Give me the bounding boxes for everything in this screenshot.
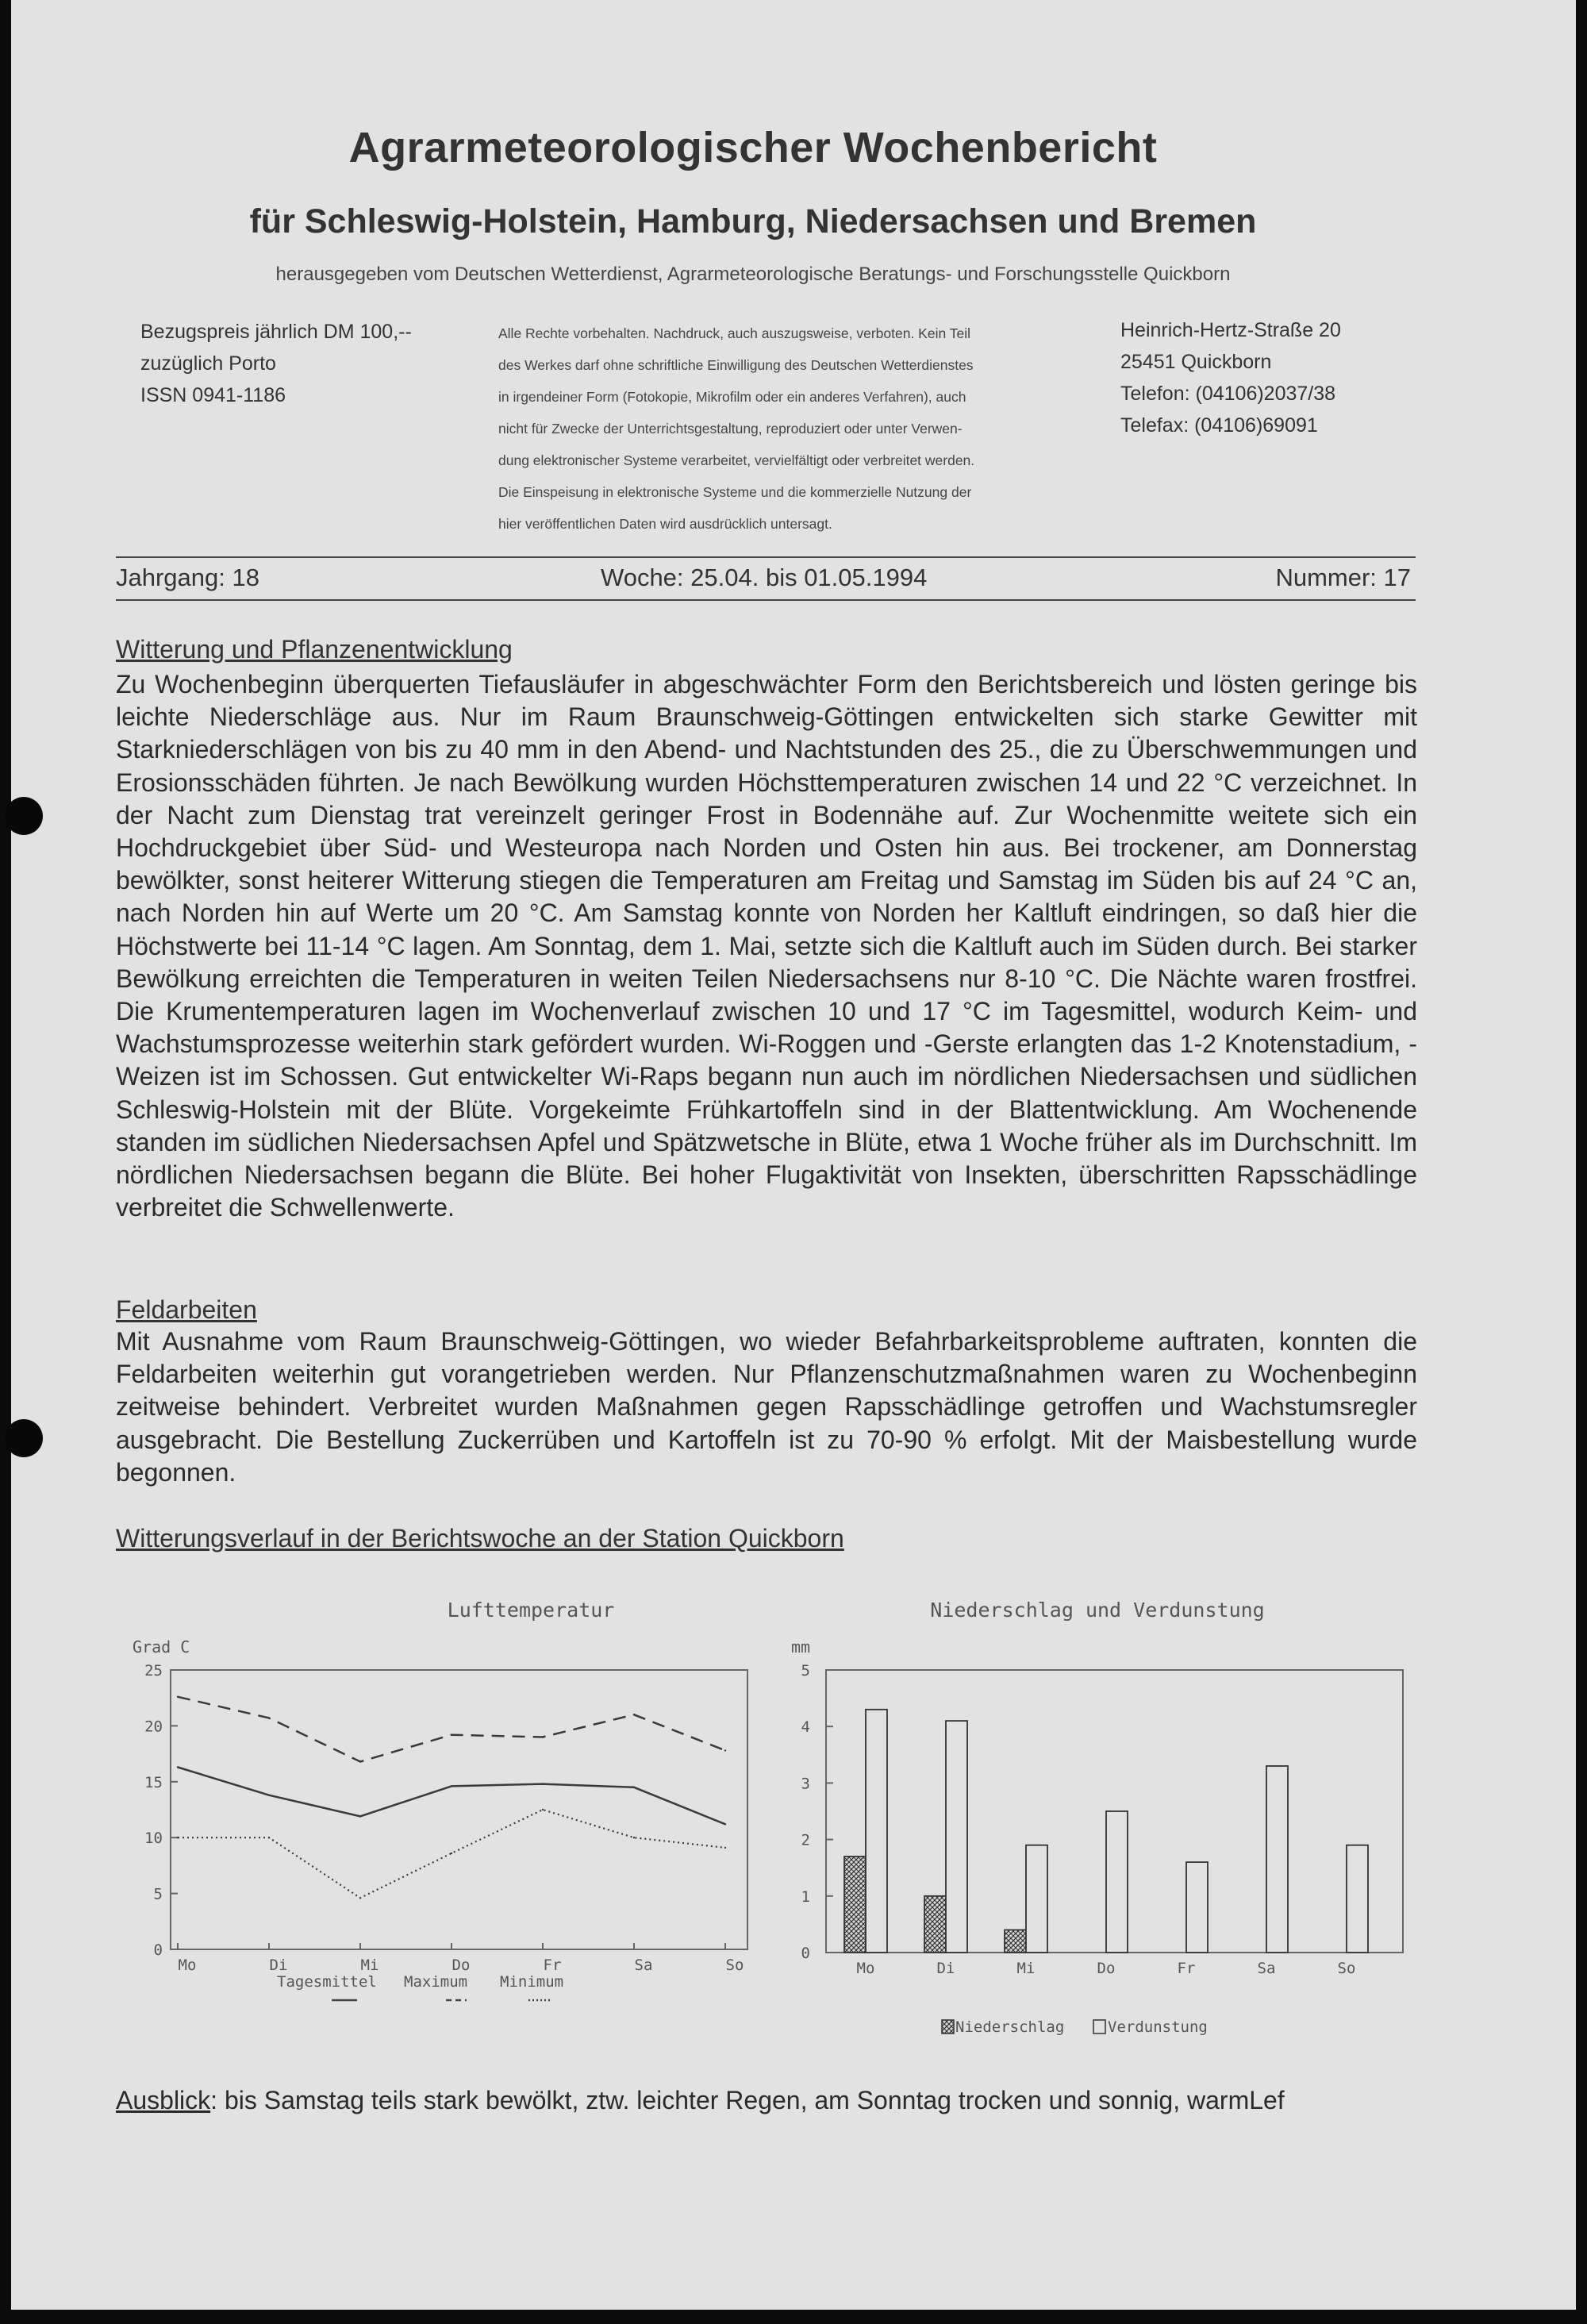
precip-ytick-label: 4 <box>801 1718 810 1737</box>
temp-point-maximum <box>633 1714 635 1715</box>
precip-legend <box>942 2018 1208 2036</box>
temp-legend-min: Minimum <box>500 1973 564 1991</box>
temp-xtick-label: Mi <box>360 1957 379 1974</box>
outlook-line <box>116 2086 1285 2115</box>
precip-bar-niederschlag <box>1005 1930 1026 1953</box>
precip-legend-verdunstung-swatch <box>1093 2020 1105 2034</box>
temp-series-tagesmittel <box>178 1768 725 1825</box>
temp-ytick-label: 25 <box>144 1662 163 1680</box>
temp-point-maximum <box>451 1734 452 1736</box>
precip-chart-title: Niederschlag und Verdunstung <box>930 1599 1265 1622</box>
temp-chart-title: Lufttemperatur <box>447 1599 615 1622</box>
temp-point-tagesmittel <box>359 1815 361 1817</box>
precip-bar-verdunstung <box>946 1721 967 1953</box>
temp-point-minimum <box>177 1837 179 1838</box>
precip-bar-verdunstung <box>1186 1862 1208 1953</box>
temp-xtick-label: Di <box>269 1957 288 1974</box>
precip-ytick-label: 5 <box>801 1662 810 1680</box>
temp-xtick-label: So <box>725 1957 744 1974</box>
pricing-line: zuzüglich Porto <box>140 352 276 375</box>
precip-ytick-label: 2 <box>801 1831 810 1849</box>
temp-point-minimum <box>724 1847 726 1849</box>
precip-ytick-label: 1 <box>801 1887 810 1906</box>
temp-point-tagesmittel <box>724 1823 726 1825</box>
charts-heading: Witterungsverlauf in der Berichtswoche an der Station Quickborn <box>116 1524 844 1553</box>
address-line: Telefax: (04106)69091 <box>1120 414 1318 437</box>
precip-xtick-label: So <box>1337 1960 1356 1977</box>
pricing-line: Bezugspreis jährlich DM 100,-- <box>140 321 412 343</box>
temp-point-tagesmittel <box>451 1785 452 1787</box>
rights-line: Alle Rechte vorbehalten. Nachdruck, auch auszugsweise, verboten. Kein Teil <box>498 325 971 341</box>
precip-bar-niederschlag <box>924 1896 946 1953</box>
outlook-text: : bis Samstag teils stark bewölkt, ztw. leichter Regen, am Sonntag trocken und sonnig, warmLef <box>210 2086 1285 2114</box>
number-label: Nummer: 17 <box>1275 564 1411 591</box>
temp-point-maximum <box>724 1749 726 1751</box>
rights-line: in irgendeiner Form (Fotokopie, Mikrofilm oder ein anderes Verfahren), auch <box>498 389 966 405</box>
precip-bar-verdunstung <box>1026 1845 1047 1953</box>
temp-xtick-label: Mo <box>178 1957 197 1974</box>
temp-point-maximum <box>359 1760 361 1762</box>
precip-xtick-label: Mo <box>856 1960 875 1977</box>
rights-line: nicht für Zwecke der Unterrichtsgestaltung, reproduziert oder unter Verwen- <box>498 421 963 437</box>
temp-point-maximum <box>177 1696 179 1698</box>
temp-point-minimum <box>542 1809 544 1810</box>
precip-bar-verdunstung <box>866 1710 887 1953</box>
temp-ytick-label: 10 <box>144 1830 163 1848</box>
page-subtitle: für Schleswig-Holstein, Hamburg, Niedersachsen und Bremen <box>249 202 1257 240</box>
precip-legend-verdunstung: Verdunstung <box>1108 2018 1208 2036</box>
precip-ytick-label: 0 <box>801 1945 810 1962</box>
address-line: Telefon: (04106)2037/38 <box>1120 383 1336 405</box>
weather-heading: Witterung und Pflanzenentwicklung <box>116 635 513 664</box>
temp-xtick-label: Fr <box>543 1957 562 1974</box>
report-page <box>11 0 1576 2310</box>
temp-point-maximum <box>268 1717 270 1718</box>
temp-chart-ylabel: Grad C <box>133 1637 190 1656</box>
volume-label: Jahrgang: 18 <box>116 564 259 591</box>
outlook-label: Ausblick <box>116 2086 211 2114</box>
temp-plot-frame <box>171 1670 747 1949</box>
temp-point-tagesmittel <box>268 1795 270 1796</box>
precip-ytick-label: 3 <box>801 1775 810 1793</box>
precip-legend-niederschlag: Niederschlag <box>955 2018 1065 2036</box>
temp-point-minimum <box>268 1837 270 1838</box>
temp-xtick-label: Do <box>452 1957 471 1974</box>
precip-xtick-label: Do <box>1097 1960 1116 1977</box>
temp-xtick-label: Sa <box>634 1957 653 1974</box>
temp-legend-max: Maximum <box>404 1973 468 1991</box>
temp-legend <box>277 1973 563 2000</box>
temp-point-tagesmittel <box>177 1766 179 1768</box>
precip-bar-niederschlag <box>844 1857 866 1953</box>
temp-ytick-label: 15 <box>144 1773 163 1791</box>
page-title: Agrarmeteorologischer Wochenbericht <box>348 124 1158 171</box>
precip-xtick-label: Mi <box>1016 1960 1036 1977</box>
weather-paragraph: Zu Wochenbeginn überquerten Tiefausläufer in abgeschwächter Form den Berichtsbereich und lösten geringe bis leichte Niederschläge aus. Nur im Raum Braunschweig-Göttingen entwickelten sich starke Gewitter mit Starkniederschlägen von bis zu 40 mm in den Abend- und Nachtstunden des 25., die zu Überschwemmungen und Erosionsschäden führten. Je nach Bewölkung wurden Höchsttemperaturen zwischen 14 und 22 °C verzeichnet. In der Nacht zum Dienstag trat vereinzelt geringer Frost in Bodennähe auf. Zur Wochenmitte weitete sich ein Hochdruckgebiet über Süd- und Westeuropa nach Norden und Osten hin aus. Bei trockener, am Donnerstag bewölkter, sonst heiterer Witterung stiegen die Temperaturen am Freitag und Samstag im Süden bis auf 24 °C an, nach Norden hin auf Werte um 20 °C. Am Samstag konnte von Norden her Kaltluft eindringen, so daß hier die Höchstwerte bei 11-14 °C lagen. Am Sonntag, dem 1. Mai, setzte sich die Kaltluft auch im Süden durch. Bei starker Bewölkung erreichten die Temperaturen in weiten Teilen Niedersachsens nur 8-10 °C. Die Nächte waren frostfrei. Die Krumentemperaturen lagen im Wochenverlauf zwischen 10 und 17 °C im Tagesmittel, wodurch Keim- und Wachstumsprozesse weiterhin stark gefördert wurden. Wi-Roggen und -Gerste erlangten das 1-2 Knotenstadium, -Weizen ist im Schossen. Gut entwickelter Wi-Raps begann nun auch im nördlichen Niedersachsen und südlichen Schleswig-Holstein mit der Blüte. Vorgekeimte Frühkartoffeln sind in der Blattentwicklung. Am Wochenende standen im südlichen Niedersachsen Apfel und Spätzwetsche in Blüte, etwa 1 Woche früher als im Durchschnitt. Im nördlichen Niedersachsen begann die Blüte. Bei hoher Flugaktivität von Insekten, überschritten Rapsschädlinge verbreitet die Schwellenwerte. <box>116 670 1417 1222</box>
temp-point-minimum <box>633 1837 635 1838</box>
precip-chart-ylabel: mm <box>791 1637 811 1656</box>
precip-bar-verdunstung <box>1347 1845 1368 1953</box>
temp-legend-mean: Tagesmittel <box>277 1973 377 1991</box>
temp-ytick-label: 0 <box>153 1941 163 1959</box>
temp-point-tagesmittel <box>633 1787 635 1788</box>
temp-point-tagesmittel <box>542 1783 544 1784</box>
precip-legend-niederschlag-swatch <box>942 2020 954 2034</box>
temp-ytick-label: 5 <box>153 1885 163 1903</box>
field-paragraph: Mit Ausnahme vom Raum Braunschweig-Göttingen, wo wieder Befahrbarkeitsprobleme auftraten, konnten die Feldarbeiten weiterhin gut vorangetrieben werden. Nur Pflanzenschutzmaßnahmen waren zu Wochenbeginn zeitweise behindert. Verbreitet wurden Maßnahmen gegen Rapsschädlinge getroffen und Wachstumsregler ausgebracht. Die Bestellung Zuckerrüben und Kartoffeln ist zu 70-90 % erfolgt. Mit der Maisbestellung wurde begonnen. <box>116 1327 1417 1487</box>
precip-xtick-label: Sa <box>1257 1960 1276 1977</box>
rights-line: Die Einspeisung in elektronische Systeme und die kommerzielle Nutzung der <box>498 484 972 500</box>
charts-area <box>11 0 1576 2064</box>
rights-line: hier veröffentlichen Daten wird ausdrücklich untersagt. <box>498 516 832 532</box>
temp-series-maximum <box>178 1697 725 1762</box>
pricing-line: ISSN 0941-1186 <box>140 384 286 406</box>
field-heading: Feldarbeiten <box>116 1295 257 1324</box>
precip-bar-verdunstung <box>1266 1766 1288 1953</box>
precip-xtick-label: Di <box>936 1960 955 1977</box>
address-line: 25451 Quickborn <box>1120 351 1272 373</box>
rights-line: dung elektronischer Systeme verarbeitet, vervielfältigt oder verbreitet werden. <box>498 452 975 468</box>
precip-xtick-label: Fr <box>1177 1960 1196 1977</box>
week-label: Woche: 25.04. bis 01.05.1994 <box>601 564 928 591</box>
temp-point-minimum <box>451 1853 452 1854</box>
temp-ytick-label: 20 <box>144 1718 163 1736</box>
precip-bar-verdunstung <box>1106 1811 1128 1953</box>
rights-line: des Werkes darf ohne schriftliche Einwilligung des Deutschen Wetterdienstes <box>498 357 974 373</box>
address-line: Heinrich-Hertz-Straße 20 <box>1120 319 1341 341</box>
publisher-line: herausgegeben vom Deutschen Wetterdienst, Agrarmeteorologische Beratungs- und Forschungsstelle Quickborn <box>275 264 1231 285</box>
temp-point-minimum <box>359 1897 361 1899</box>
temp-point-maximum <box>542 1736 544 1737</box>
